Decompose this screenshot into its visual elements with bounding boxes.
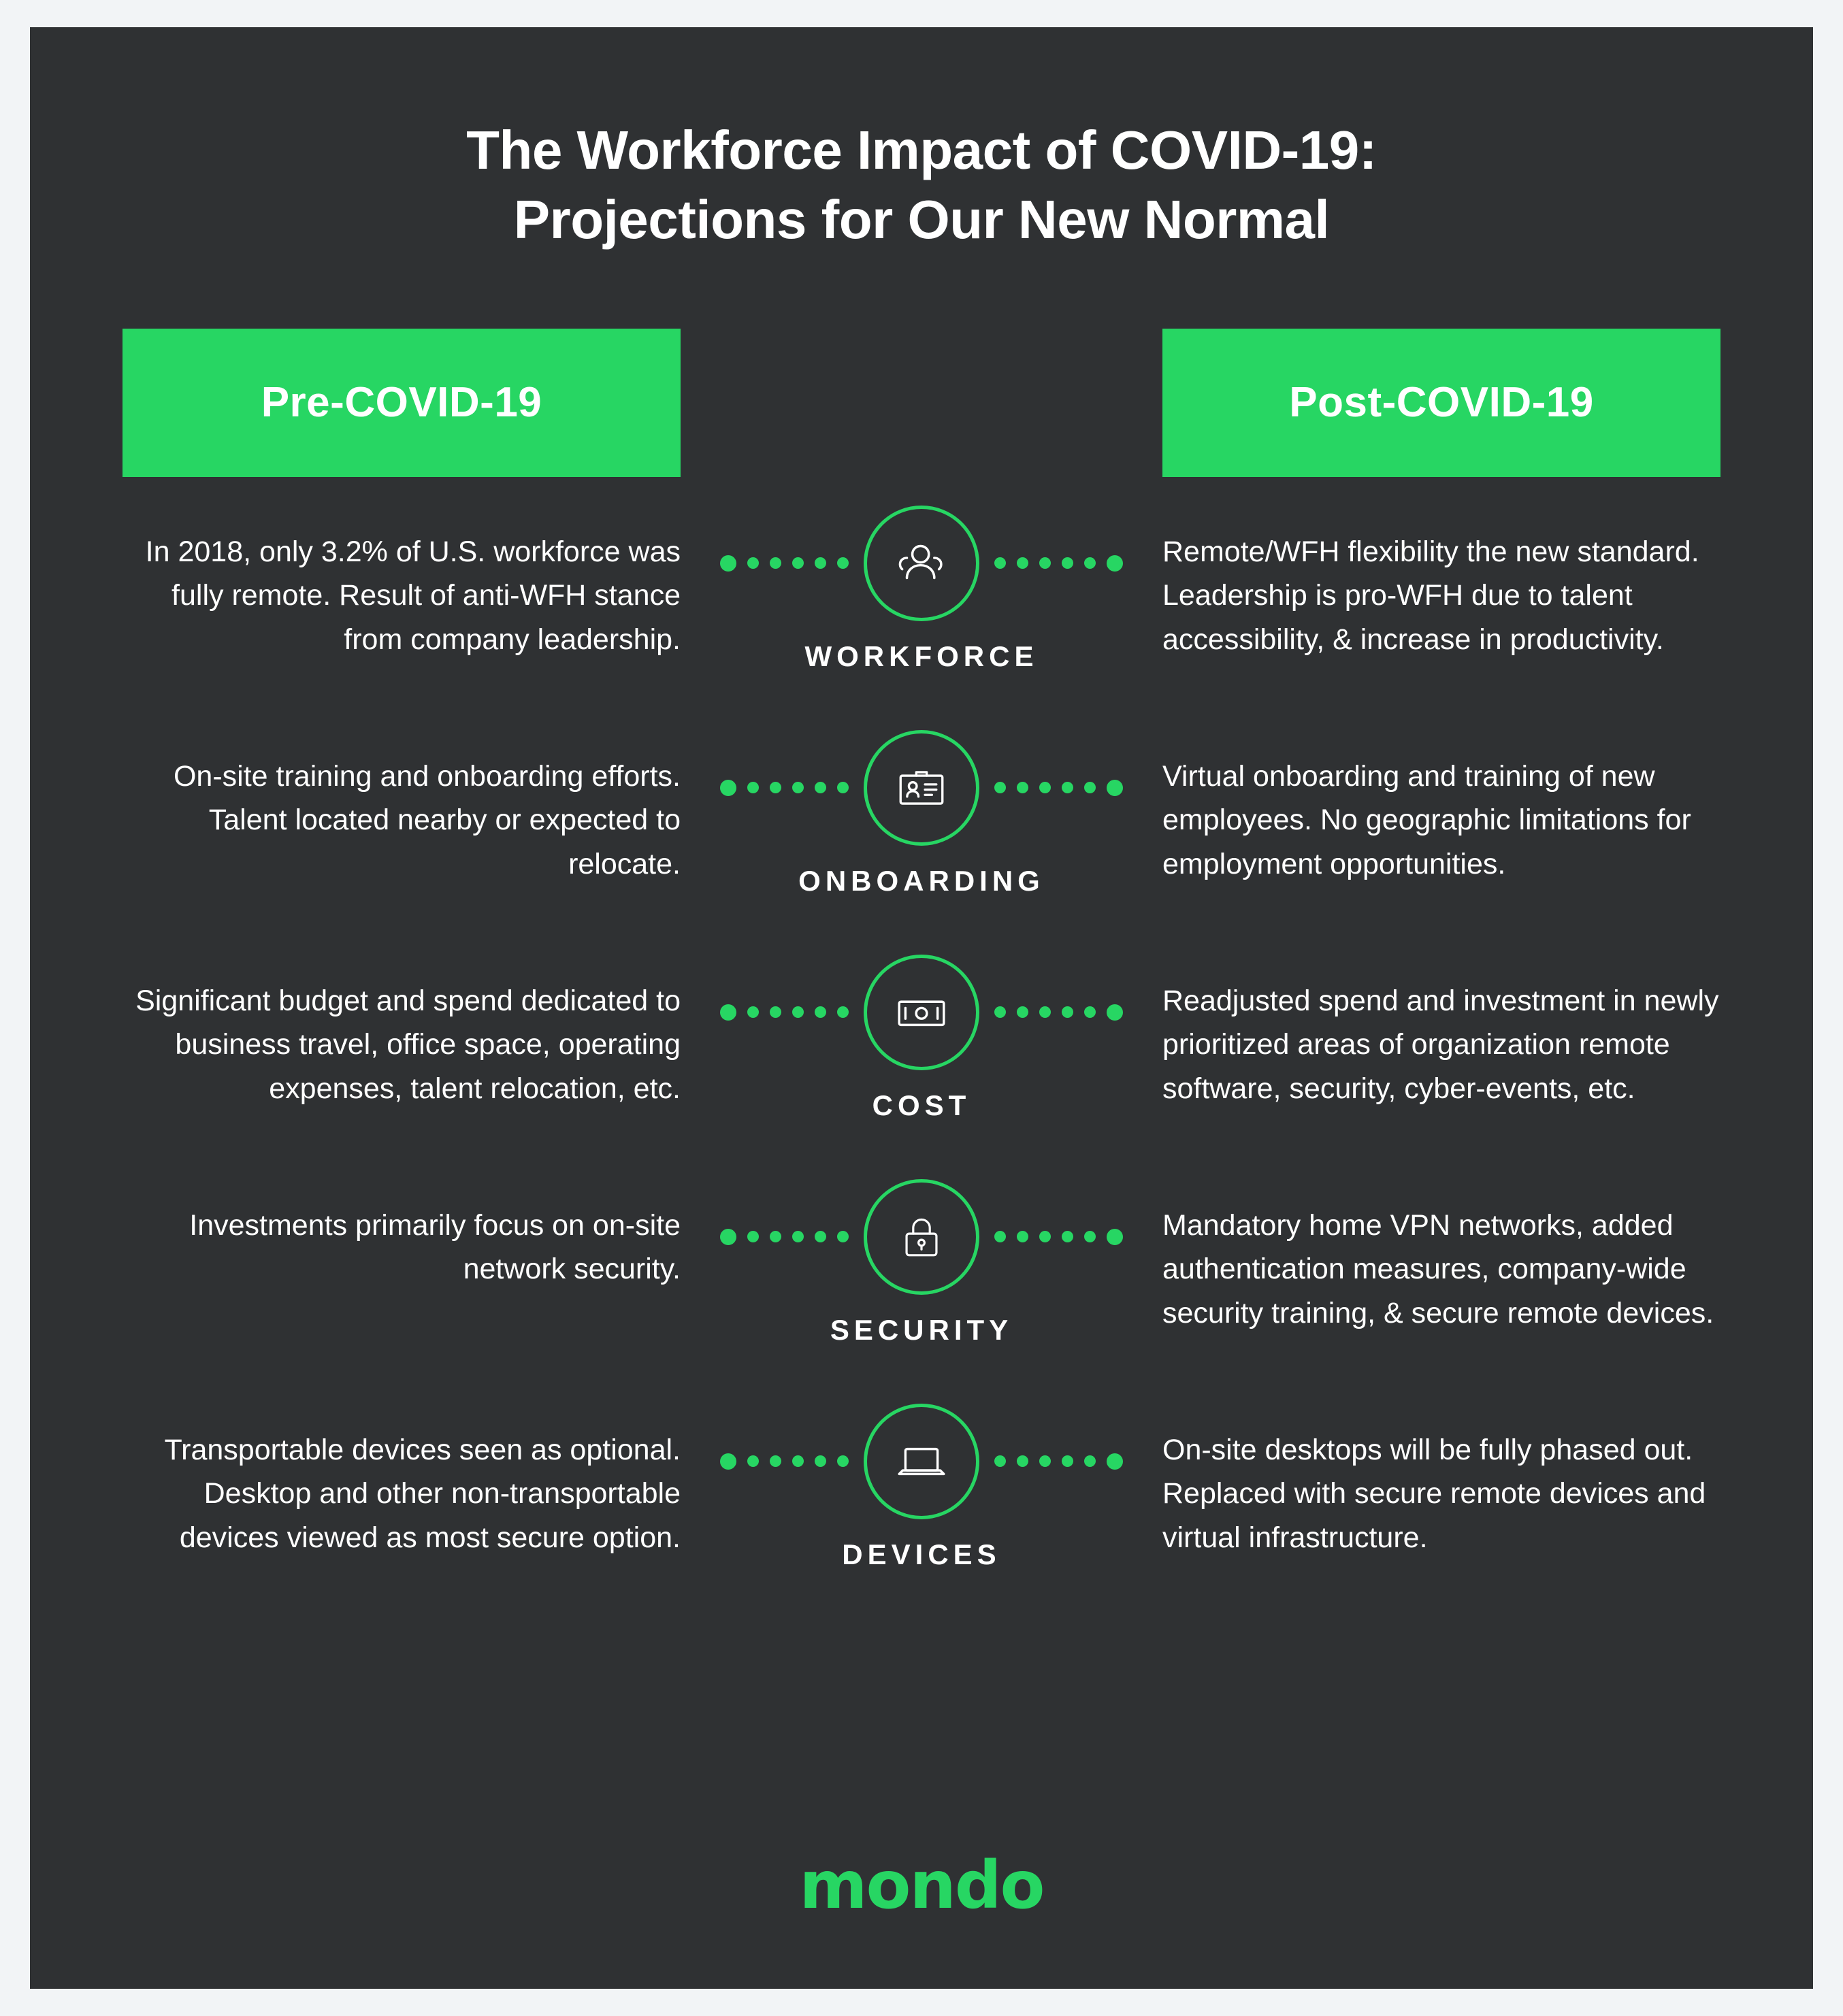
dot-icon (815, 782, 826, 793)
dot-icon (1017, 782, 1028, 793)
header-pre-covid-label: Pre-COVID-19 (261, 379, 542, 427)
dot-icon (770, 782, 781, 793)
comparison-rows (30, 499, 1813, 1621)
dot-icon (837, 1231, 849, 1242)
connector-dots-left (720, 1453, 849, 1470)
dot-icon (815, 557, 826, 569)
connector-dots-left (720, 555, 849, 572)
dot-icon (837, 1006, 849, 1018)
dot-icon (815, 1231, 826, 1242)
security-lock-icon (864, 1179, 979, 1295)
title-line-2: Projections for Our New Normal (513, 189, 1330, 250)
dot-icon (747, 1455, 759, 1467)
infographic-board (30, 27, 1813, 1989)
row-category-label: COST (872, 1089, 971, 1121)
table-row (30, 948, 1813, 1172)
connector-line (676, 1397, 1167, 1526)
connector-dots-left (720, 1229, 849, 1245)
row-center (676, 948, 1167, 1122)
dot-icon (1084, 1231, 1096, 1242)
page-title (30, 27, 1813, 255)
dot-icon (747, 782, 759, 793)
devices-laptop-icon (864, 1404, 979, 1519)
dot-icon (1039, 782, 1051, 793)
dot-icon (720, 555, 736, 572)
connector-dots-left (720, 780, 849, 796)
dot-icon (770, 1455, 781, 1467)
row-pre-text: Transportable devices seen as optional. Desktop and other non-transportable devices viewed as most secure option. (164, 1433, 681, 1554)
dot-icon (1062, 1006, 1073, 1018)
dot-icon (720, 1004, 736, 1021)
dot-icon (720, 1453, 736, 1470)
row-post-text: On-site desktops will be fully phased out. Replaced with secure remote devices and virtual infrastructure. (1162, 1433, 1706, 1554)
dot-icon (1017, 1231, 1028, 1242)
dot-icon (1062, 1231, 1073, 1242)
row-post-text: Mandatory home VPN networks, added authentication measures, company-wide security training, & secure remote devices. (1162, 1208, 1714, 1329)
dot-icon (1017, 557, 1028, 569)
table-row (30, 1397, 1813, 1621)
table-row (30, 499, 1813, 723)
header-pre-covid (123, 329, 681, 477)
dot-icon (1039, 1006, 1051, 1018)
header-post-covid (1162, 329, 1720, 477)
connector-line (676, 723, 1167, 853)
dot-icon (1017, 1006, 1028, 1018)
connector-dots-right (994, 1229, 1123, 1245)
dot-icon (837, 782, 849, 793)
dot-icon (994, 557, 1006, 569)
dot-icon (1107, 1229, 1123, 1245)
dot-icon (1107, 1453, 1123, 1470)
workforce-people-icon (864, 506, 979, 621)
dot-icon (815, 1006, 826, 1018)
dot-icon (747, 557, 759, 569)
dot-icon (1107, 555, 1123, 572)
dot-icon (994, 782, 1006, 793)
dot-icon (770, 1231, 781, 1242)
connector-line (676, 1172, 1167, 1302)
connector-line (676, 499, 1167, 628)
dot-icon (1084, 1455, 1096, 1467)
dot-icon (1039, 1231, 1051, 1242)
row-category-label: WORKFORCE (804, 640, 1039, 672)
dot-icon (792, 1231, 804, 1242)
connector-dots-right (994, 1453, 1123, 1470)
footer (30, 1847, 1813, 1923)
dot-icon (1039, 1455, 1051, 1467)
row-center (676, 1397, 1167, 1571)
dot-icon (1039, 557, 1051, 569)
dot-icon (837, 1455, 849, 1467)
dot-icon (1107, 1004, 1123, 1021)
dot-icon (720, 1229, 736, 1245)
mondo-logo: mondo (799, 1847, 1044, 1923)
row-pre-text: On-site training and onboarding efforts. Talent located nearby or expected to relocate. (173, 759, 681, 880)
dot-icon (1084, 782, 1096, 793)
dot-icon (770, 1006, 781, 1018)
onboarding-idcard-icon (864, 730, 979, 846)
row-post-text: Readjusted spend and investment in newly prioritized areas of organization remote software, security, cyber-events, etc. (1162, 984, 1719, 1105)
dot-icon (837, 557, 849, 569)
dot-icon (747, 1231, 759, 1242)
row-pre-text: Investments primarily focus on on-site network security. (189, 1208, 681, 1286)
connector-dots-right (994, 555, 1123, 572)
row-post-text: Remote/WFH flexibility the new standard. Leadership is pro-WFH due to talent accessibility, & increase in productivity. (1162, 535, 1699, 656)
dot-icon (1084, 1006, 1096, 1018)
row-center (676, 723, 1167, 897)
connector-dots-right (994, 1004, 1123, 1021)
connector-line (676, 948, 1167, 1077)
cost-banknote-icon (864, 955, 979, 1070)
row-pre-text: Significant budget and spend dedicated to business travel, office space, operating expenses, talent relocation, etc. (135, 984, 681, 1105)
title-line-1: The Workforce Impact of COVID-19: (466, 120, 1377, 180)
row-post-text: Virtual onboarding and training of new employees. No geographic limitations for employment opportunities. (1162, 759, 1691, 880)
row-center (676, 1172, 1167, 1346)
row-pre-text: In 2018, only 3.2% of U.S. workforce was fully remote. Result of anti-WFH stance from company leadership. (145, 535, 681, 656)
dot-icon (815, 1455, 826, 1467)
row-category-label: ONBOARDING (798, 864, 1045, 897)
dot-icon (994, 1231, 1006, 1242)
dot-icon (720, 780, 736, 796)
connector-dots-right (994, 780, 1123, 796)
dot-icon (747, 1006, 759, 1018)
dot-icon (770, 557, 781, 569)
dot-icon (792, 1455, 804, 1467)
dot-icon (994, 1006, 1006, 1018)
header-post-covid-label: Post-COVID-19 (1289, 379, 1594, 427)
column-headers (30, 329, 1813, 477)
dot-icon (792, 782, 804, 793)
dot-icon (1062, 782, 1073, 793)
dot-icon (1084, 557, 1096, 569)
dot-icon (792, 1006, 804, 1018)
row-category-label: SECURITY (830, 1313, 1013, 1346)
row-center (676, 499, 1167, 673)
dot-icon (1107, 780, 1123, 796)
dot-icon (792, 557, 804, 569)
dot-icon (1062, 557, 1073, 569)
dot-icon (1017, 1455, 1028, 1467)
connector-dots-left (720, 1004, 849, 1021)
table-row (30, 723, 1813, 948)
table-row (30, 1172, 1813, 1397)
dot-icon (994, 1455, 1006, 1467)
row-category-label: DEVICES (842, 1538, 1001, 1570)
dot-icon (1062, 1455, 1073, 1467)
